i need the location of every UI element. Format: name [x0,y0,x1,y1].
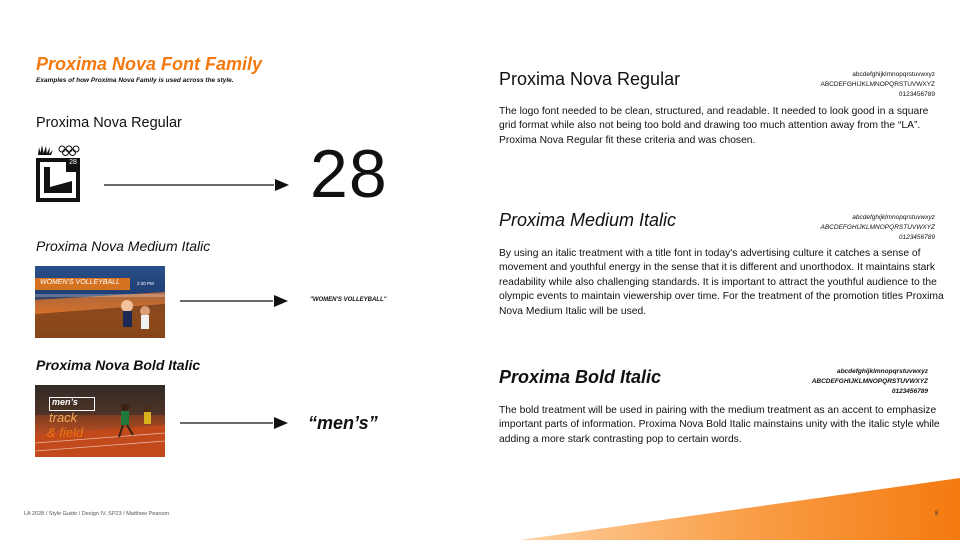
track-word-field: & field [47,425,84,440]
bold-lowercase: abcdefghijklmnopqrstuvwxyz [836,368,928,375]
bold-body: The bold treatment will be used in pairing with the medium treatment as an accent to emphasize important parts of information. Proxima Nova Bold Italic mainstains unity with the italic style while adding a more stark contrasting pop to certain words. [499,405,940,445]
medium-uppercase: ABCDEFGHIJKLMNOPQRSTUVWXYZ [820,224,935,231]
regular-lowercase: abcdefghijklmnopqrstuvwxyz [852,71,935,78]
medium-body: By using an italic treatment with a title font in today's advertising culture it catches a sense of movement and youthful energy in the sense that it is different and unorthodox. It maintains stark readability while also challenging standards. It is important to attract the youthful audience to the olympic events to maintain viewership over time. For the treatment of the promotion titles Proxima Nova Medium Italic will be used. [499,248,944,317]
bold-example: “men’s” [308,413,378,433]
medium-heading: Proxima Medium Italic [499,210,677,230]
volleyball-time: 2:30 PM [137,281,154,286]
regular-uppercase: ABCDEFGHIJKLMNOPQRSTUVWXYZ [820,81,935,88]
medium-digits: 0123456789 [898,234,935,241]
logo-number-text: 28 [69,159,77,166]
regular-label: Proxima Nova Regular [36,115,182,131]
bold-digits: 0123456789 [891,388,928,395]
footer-credit: LA 2028 / Style Guide / Design IV, SP23 / Matthew Pearson [24,511,170,517]
regular-example: 28 [310,136,388,212]
regular-digits: 0123456789 [898,91,935,98]
volleyball-banner-text: WOMEN'S VOLLEYBALL [40,279,120,286]
regular-body: The logo font needed to be clean, structured, and readable. It needed to look good in a square grid format while also not being too bold and drawing too much attention away from the “LA”. Proxima Nova Regular fit these criteria and was chosen. [499,106,929,146]
page-number: 8 [935,511,939,517]
medium-example: "WOMEN'S VOLLEYBALL" [310,297,387,303]
page-title: Proxima Nova Font Family [36,54,263,74]
bold-uppercase: ABCDEFGHIJKLMNOPQRSTUVWXYZ [811,378,928,385]
bold-heading: Proxima Bold Italic [499,367,662,387]
medium-label: Proxima Nova Medium Italic [36,238,211,254]
track-word-track: track [49,410,78,425]
track-word-mens: men’s [52,397,78,407]
bold-label: Proxima Nova Bold Italic [36,357,201,373]
regular-heading: Proxima Nova Regular [499,69,681,89]
page-subtitle: Examples of how Proxima Nova Family is used across the style. [36,77,234,84]
medium-lowercase: abcdefghijklmnopqrstuvwxyz [852,214,935,221]
